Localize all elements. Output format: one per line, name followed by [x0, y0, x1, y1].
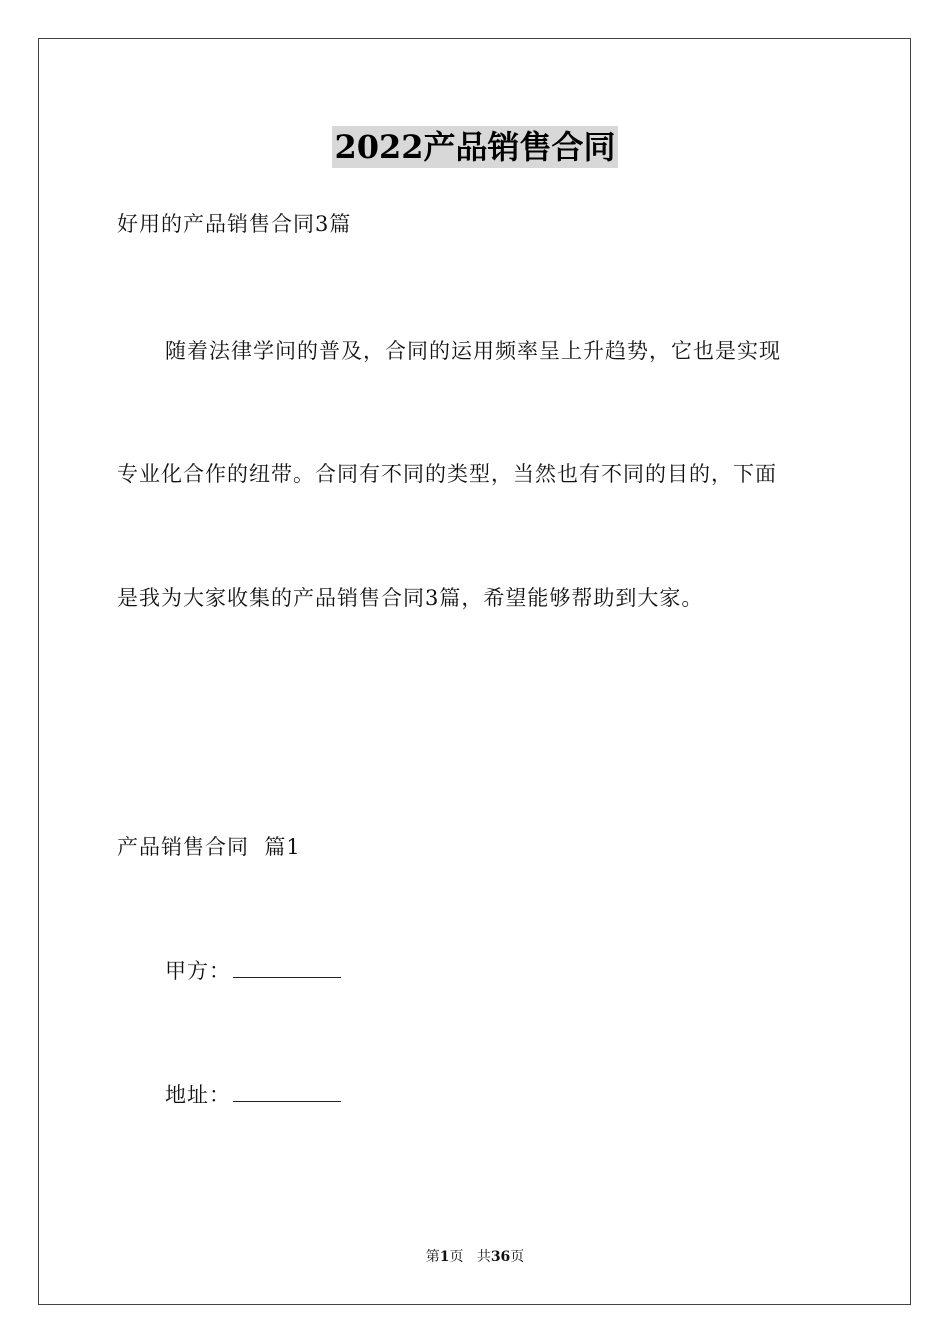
footer-page-word: 页: [449, 1249, 464, 1265]
party-a-field: [165, 956, 341, 986]
footer-total-suffix: 页: [510, 1249, 525, 1265]
party-a-label: 甲方：: [165, 959, 231, 983]
address-label: 地址：: [165, 1083, 231, 1107]
intro-line-2: 专业化合作的纽带。合同有不同的类型，当然也有不同的目的，下面: [117, 462, 777, 486]
footer-total-prefix: 共: [476, 1249, 491, 1265]
section-heading: 产品销售合同 篇1: [117, 835, 301, 859]
address-field: [165, 1080, 341, 1110]
page-footer: [0, 1248, 950, 1266]
footer-total-pages: 36: [490, 1249, 511, 1265]
intro-line-3: 是我为大家收集的产品销售合同3篇，希望能够帮助到大家。: [117, 586, 704, 610]
footer-prefix: 第: [425, 1249, 440, 1265]
document-subtitle: 好用的产品销售合同3篇: [117, 212, 352, 236]
footer-current-page: 1: [439, 1249, 450, 1265]
intro-line-1: 随着法律学问的普及，合同的运用频率呈上升趋势，它也是实现: [165, 339, 781, 363]
title-container: [0, 126, 950, 168]
document-title: 2022产品销售合同: [334, 128, 616, 166]
party-a-blank[interactable]: [233, 957, 341, 978]
address-blank[interactable]: [233, 1081, 341, 1102]
